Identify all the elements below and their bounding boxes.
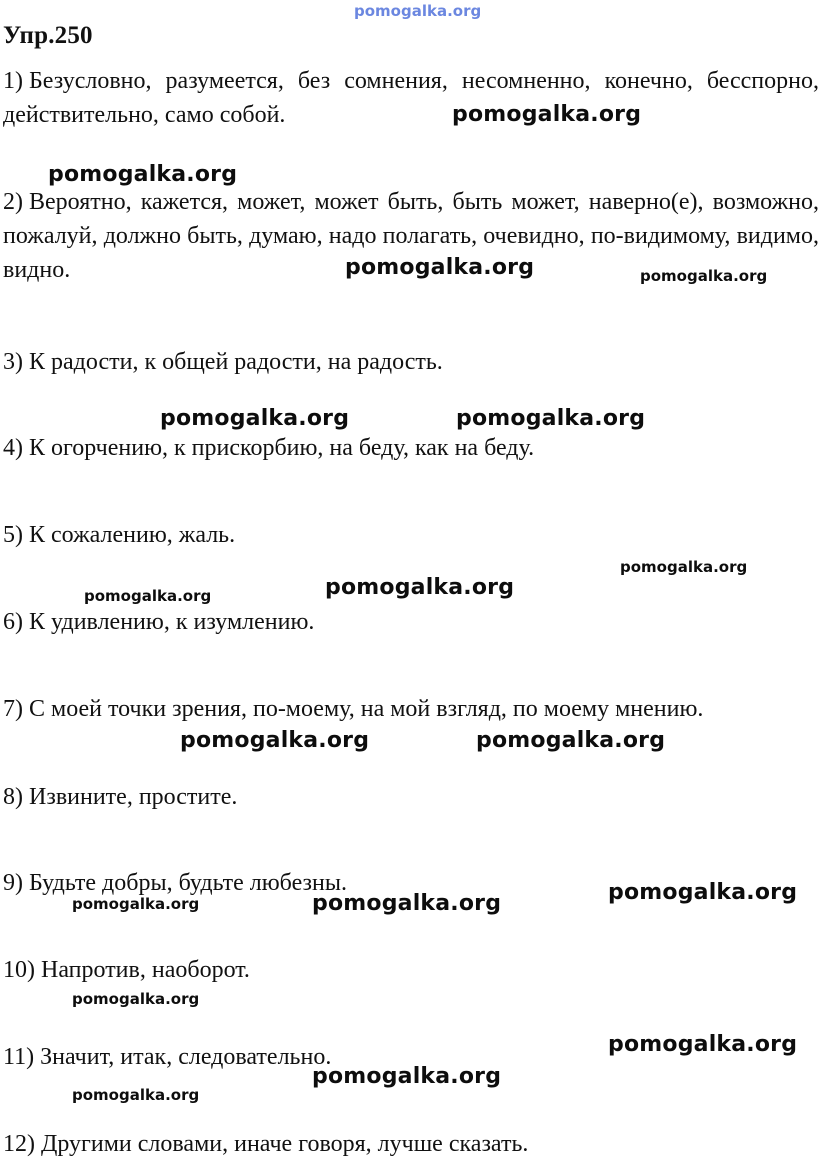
watermark-top: pomogalka.org <box>354 2 482 20</box>
item-text: Значит, итак, следовательно. <box>40 1044 332 1070</box>
item-text: К радости, к общей радости, на радость. <box>29 349 443 375</box>
item-text: С моей точки зрения, по-моему, на мой взгляд, по моему мнению. <box>29 696 704 722</box>
watermark: pomogalka.org <box>325 575 515 600</box>
watermark: pomogalka.org <box>84 587 212 605</box>
item-3 <box>3 345 819 379</box>
item-6 <box>3 605 819 639</box>
item-text: К сожалению, жаль. <box>29 522 236 548</box>
item-number: 4) <box>3 435 23 461</box>
watermark: pomogalka.org <box>640 267 768 285</box>
item-text: Безусловно, разумеется, без сомнения, несомненно, конечно, бесспорно, действительно, само собой. <box>3 68 819 128</box>
item-text: Другими словами, иначе говоря, лучше сказать. <box>41 1131 529 1157</box>
item-text: Будьте добры, будьте любезны. <box>29 870 347 896</box>
watermark: pomogalka.org <box>476 728 666 753</box>
watermark: pomogalka.org <box>72 895 200 913</box>
item-number: 3) <box>3 349 23 375</box>
item-number: 5) <box>3 522 23 548</box>
item-5 <box>3 518 819 552</box>
item-number: 1) <box>3 68 23 94</box>
watermark: pomogalka.org <box>312 1064 502 1089</box>
watermark: pomogalka.org <box>312 891 502 916</box>
item-number: 8) <box>3 784 23 810</box>
item-number: 2) <box>3 189 23 215</box>
item-text: К огорчению, к прискорбию, на беду, как на беду. <box>29 435 535 461</box>
exercise-title: Упр.250 <box>3 22 93 49</box>
item-number: 10) <box>3 957 35 983</box>
item-7 <box>3 692 819 726</box>
watermark: pomogalka.org <box>180 728 370 753</box>
item-number: 9) <box>3 870 23 896</box>
item-text: Напротив, наоборот. <box>41 957 250 983</box>
item-number: 6) <box>3 609 23 635</box>
item-4 <box>3 431 819 465</box>
item-text: Вероятно, кажется, может, может быть, быть может, наверно(е), возможно, пожалуй, должно быть, думаю, надо полагать, очевидно, по-видимому, видимо, видно. <box>3 189 819 283</box>
watermark: pomogalka.org <box>72 1086 200 1104</box>
item-1 <box>3 64 819 132</box>
watermark: pomogalka.org <box>620 558 748 576</box>
watermark: pomogalka.org <box>608 880 798 905</box>
watermark: pomogalka.org <box>608 1032 798 1057</box>
watermark: pomogalka.org <box>72 990 200 1008</box>
item-12 <box>3 1127 819 1161</box>
watermark: pomogalka.org <box>456 406 646 431</box>
item-number: 11) <box>3 1044 35 1070</box>
watermark: pomogalka.org <box>345 255 535 280</box>
item-number: 7) <box>3 696 23 722</box>
item-10 <box>3 953 819 987</box>
watermark: pomogalka.org <box>48 162 238 187</box>
watermark: pomogalka.org <box>160 406 350 431</box>
watermark: pomogalka.org <box>452 102 642 127</box>
item-text: К удивлению, к изумлению. <box>29 609 315 635</box>
item-number: 12) <box>3 1131 35 1157</box>
item-text: Извините, простите. <box>29 784 238 810</box>
item-8 <box>3 780 819 814</box>
